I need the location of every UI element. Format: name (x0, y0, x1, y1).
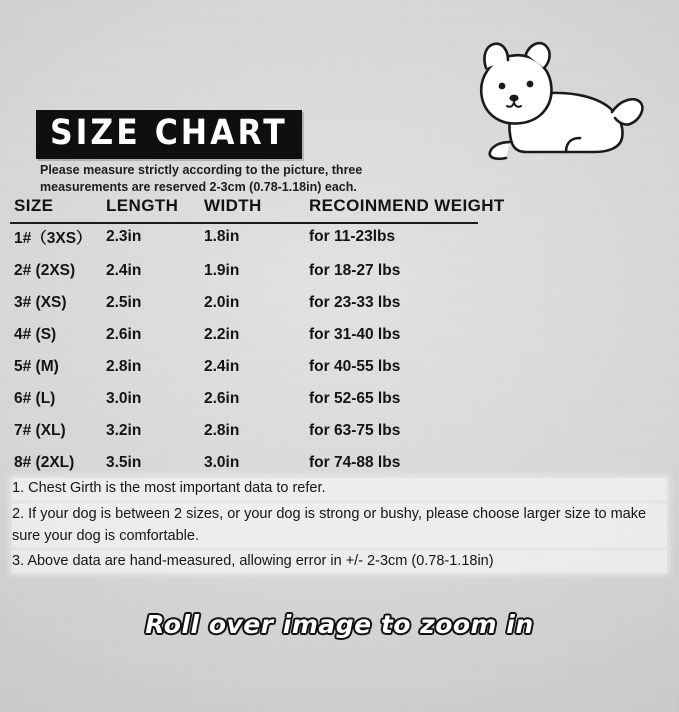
cell-length: 3.0in (106, 390, 142, 407)
cell-width: 2.0in (204, 294, 240, 311)
cell-weight: for 63-75 lbs (309, 422, 401, 439)
cell-length: 2.5in (106, 294, 142, 311)
cell-size: 4# (S) (14, 326, 57, 343)
cell-size: 7# (XL) (14, 422, 66, 439)
table-row (10, 415, 509, 447)
table-row (10, 383, 509, 415)
cell-weight: for 74-88 lbs (309, 454, 401, 471)
cell-length: 2.8in (106, 358, 142, 375)
column-header-size: SIZE (14, 196, 54, 215)
cell-size: 1#（3XS） (14, 230, 92, 247)
measurement-note: Please measure strictly according to the picture, three measurements are reserved 2-3cm (0.78-1.18in) each. (40, 163, 363, 194)
cell-weight: for 40-55 lbs (309, 358, 401, 375)
footer-note-2: 2. If your dog is between 2 sizes, or your dog is strong or bushy, please choose larger size to make sure your dog is comfortable. (12, 504, 667, 548)
cell-weight: for 11-23lbs (309, 228, 396, 245)
size-chart-title-band (36, 110, 302, 159)
table-row (10, 255, 509, 287)
cell-width: 1.9in (204, 262, 240, 279)
cell-width: 2.2in (204, 326, 240, 343)
page-title: SIZE CHART (50, 113, 288, 153)
table-row (10, 219, 509, 255)
table-row (10, 351, 509, 383)
cell-width: 1.8in (204, 228, 240, 245)
cell-length: 3.5in (106, 454, 142, 471)
column-header-length: LENGTH (106, 196, 179, 215)
cell-size: 8# (2XL) (14, 454, 75, 471)
cell-weight: for 23-33 lbs (309, 294, 401, 311)
table-row (10, 319, 509, 351)
cell-width: 3.0in (204, 454, 240, 471)
roll-over-zoom-hint[interactable]: Roll over image to zoom in (145, 610, 534, 639)
footer-note-3: 3. Above data are hand-measured, allowing error in +/- 2-3cm (0.78-1.18in) (12, 551, 667, 573)
table-row (10, 287, 509, 319)
table-header-row (10, 196, 509, 219)
size-table (10, 196, 509, 479)
cell-weight: for 18-27 lbs (309, 262, 401, 279)
cell-width: 2.4in (204, 358, 240, 375)
cell-weight: for 31-40 lbs (309, 326, 401, 343)
size-table-wrapper (10, 196, 510, 479)
cell-size: 6# (L) (14, 390, 56, 407)
cell-size: 2# (2XS) (14, 262, 76, 279)
cell-length: 3.2in (106, 422, 142, 439)
table-header-divider (10, 222, 478, 224)
cell-weight: for 52-65 lbs (309, 390, 401, 407)
cell-length: 2.3in (106, 228, 142, 245)
cell-width: 2.8in (204, 422, 240, 439)
cell-size: 5# (M) (14, 358, 59, 375)
white-dog-illustration (448, 38, 648, 178)
cell-length: 2.4in (106, 262, 142, 279)
column-header-weight: RECOINMEND WEIGHT (309, 196, 505, 215)
footer-note-1: 1. Chest Girth is the most important data to refer. (12, 478, 667, 500)
cell-length: 2.6in (106, 326, 142, 343)
cell-width: 2.6in (204, 390, 240, 407)
footer-notes (12, 478, 667, 577)
cell-size: 3# (XS) (14, 294, 67, 311)
table-row (10, 447, 509, 479)
column-header-width: WIDTH (204, 196, 262, 215)
